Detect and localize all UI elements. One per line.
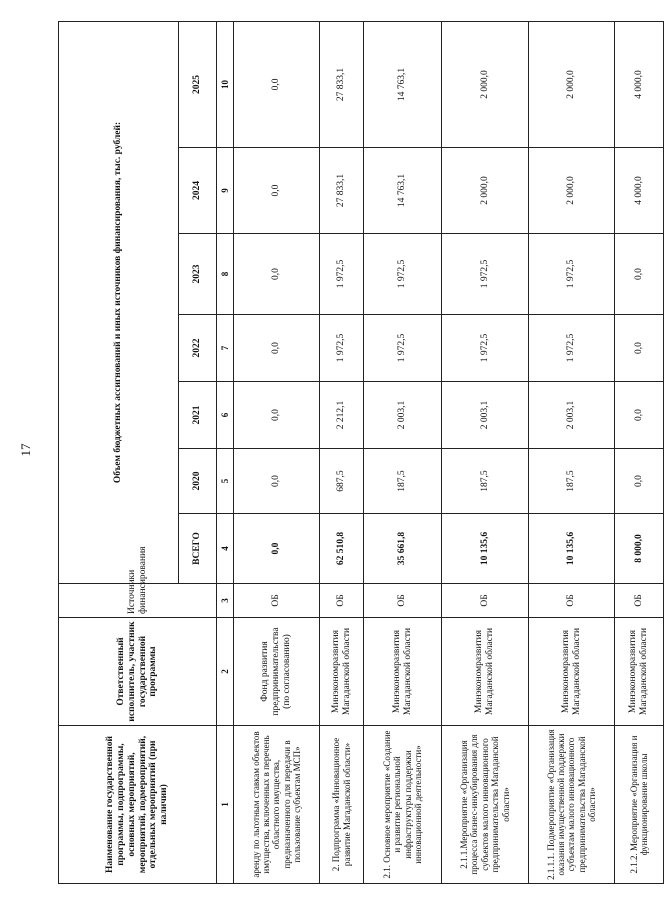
row-source: ОБ bbox=[442, 584, 529, 618]
header-funding: Объем бюджетных ассигнований и иных источников финансирования, тыс. рублей: bbox=[59, 21, 179, 583]
row-source: ОБ bbox=[529, 584, 615, 618]
row-value: 1 972,5 bbox=[442, 234, 529, 315]
header-year: 2022 bbox=[179, 315, 217, 382]
page-number-text: 17 bbox=[18, 443, 33, 457]
row-name: 2.1.1.1. Подмероприятие «Организация оказания имущественной поддержки субъектам малого инновационного предпринимательства Магаданской области» bbox=[529, 726, 615, 884]
row-name: аренду по льготным ставкам объектов имущества, включенных в перечень областного имущества, предназначенного для передачи в пользование субъектам МСП» bbox=[234, 726, 320, 884]
row-value: 0,0 bbox=[234, 449, 320, 514]
rotated-page-content bbox=[58, 22, 649, 884]
row-value: 2 000,0 bbox=[529, 21, 615, 147]
row-source: ОБ bbox=[320, 584, 364, 618]
header-year: 2024 bbox=[179, 148, 217, 234]
row-value: 0,0 bbox=[615, 234, 664, 315]
row-source: ОБ bbox=[364, 584, 442, 618]
row-value: 2 000,0 bbox=[442, 21, 529, 147]
header-total: ВСЕГО bbox=[179, 514, 217, 584]
header-source: Источники финансирования bbox=[59, 584, 217, 618]
table-row bbox=[442, 21, 529, 883]
row-value: 0,0 bbox=[615, 382, 664, 449]
row-name: 2.1.1.Мероприятие «Организация процесса бизнес-инкубирования для субъектов малого инновационного предпринимательства Магаданской области» bbox=[442, 726, 529, 884]
budget-allocation-table bbox=[58, 21, 664, 884]
header-year: 2020 bbox=[179, 449, 217, 514]
row-total: 10 135,6 bbox=[442, 514, 529, 584]
row-value: 2 000,0 bbox=[529, 148, 615, 234]
row-executor: Фонд развития предпринимательства (по согласованию) bbox=[234, 618, 320, 726]
header-executor: Ответственный исполнитель, участник государственной программы bbox=[59, 618, 217, 726]
row-value: 687,5 bbox=[320, 449, 364, 514]
row-value: 0,0 bbox=[234, 382, 320, 449]
row-value: 2 003,1 bbox=[442, 382, 529, 449]
row-value: 14 763,1 bbox=[364, 148, 442, 234]
row-name: 2. Подпрограмма «Инновационное развитие Магаданской области» bbox=[320, 726, 364, 884]
row-executor: Минэкономразвития Магаданской области bbox=[364, 618, 442, 726]
header-year: 2021 bbox=[179, 382, 217, 449]
row-value: 1 972,5 bbox=[529, 234, 615, 315]
table-row bbox=[320, 21, 364, 883]
row-total: 35 661,8 bbox=[364, 514, 442, 584]
row-value: 1 972,5 bbox=[320, 234, 364, 315]
column-number: 7 bbox=[217, 315, 234, 382]
column-number: 10 bbox=[217, 21, 234, 147]
column-number: 2 bbox=[217, 618, 234, 726]
row-value: 1 972,5 bbox=[442, 315, 529, 382]
header-row-main bbox=[59, 21, 179, 883]
row-value: 2 003,1 bbox=[364, 382, 442, 449]
row-value: 187,5 bbox=[529, 449, 615, 514]
row-value: 187,5 bbox=[364, 449, 442, 514]
row-value: 1 972,5 bbox=[364, 234, 442, 315]
row-value: 0,0 bbox=[234, 21, 320, 147]
table-row bbox=[234, 21, 320, 883]
row-source: ОБ bbox=[615, 584, 664, 618]
row-source: ОБ bbox=[234, 584, 320, 618]
page-number bbox=[20, 435, 32, 465]
row-value: 1 972,5 bbox=[320, 315, 364, 382]
budget-table-container bbox=[58, 22, 649, 884]
row-value: 187,5 bbox=[442, 449, 529, 514]
column-number: 6 bbox=[217, 382, 234, 449]
row-total: 0,0 bbox=[234, 514, 320, 584]
row-value: 27 833,1 bbox=[320, 21, 364, 147]
column-number: 3 bbox=[217, 584, 234, 618]
row-value: 1 972,5 bbox=[529, 315, 615, 382]
row-value: 2 212,1 bbox=[320, 382, 364, 449]
table-row bbox=[615, 21, 664, 883]
row-value: 1 972,5 bbox=[364, 315, 442, 382]
header-year: 2023 bbox=[179, 234, 217, 315]
row-name: 2.1.2. Мероприятие «Организация и функционирование школы bbox=[615, 726, 664, 884]
column-number-row bbox=[217, 21, 234, 883]
row-executor: Минэкономразвития Магаданской области bbox=[442, 618, 529, 726]
row-value: 27 833,1 bbox=[320, 148, 364, 234]
row-value: 4 000,0 bbox=[615, 148, 664, 234]
row-value: 0,0 bbox=[234, 234, 320, 315]
row-total: 10 135,6 bbox=[529, 514, 615, 584]
column-number: 9 bbox=[217, 148, 234, 234]
table-row bbox=[364, 21, 442, 883]
row-value: 0,0 bbox=[234, 148, 320, 234]
column-number: 5 bbox=[217, 449, 234, 514]
column-number: 1 bbox=[217, 726, 234, 884]
row-executor: Минэкономразвития Магаданской области bbox=[615, 618, 664, 726]
row-value: 0,0 bbox=[615, 449, 664, 514]
row-name: 2.1. Основное мероприятие «Создание и развитие региональной инфраструктуры поддержки инновационной деятельности» bbox=[364, 726, 442, 884]
row-value: 14 763,1 bbox=[364, 21, 442, 147]
header-name: Наименование государственной программы, подпрограммы, основных мероприятий, мероприятий, подмероприятий, отдельных мероприятий (при наличии) bbox=[59, 726, 217, 884]
row-value: 0,0 bbox=[615, 315, 664, 382]
row-total: 8 000,0 bbox=[615, 514, 664, 584]
row-executor: Минэкономразвития Магаданской области bbox=[529, 618, 615, 726]
header-year: 2025 bbox=[179, 21, 217, 147]
row-value: 2 000,0 bbox=[442, 148, 529, 234]
column-number: 8 bbox=[217, 234, 234, 315]
row-total: 62 510,8 bbox=[320, 514, 364, 584]
column-number: 4 bbox=[217, 514, 234, 584]
row-executor: Минэкономразвития Магаданской области bbox=[320, 618, 364, 726]
row-value: 2 003,1 bbox=[529, 382, 615, 449]
row-value: 4 000,0 bbox=[615, 21, 664, 147]
row-value: 0,0 bbox=[234, 315, 320, 382]
table-row bbox=[529, 21, 615, 883]
